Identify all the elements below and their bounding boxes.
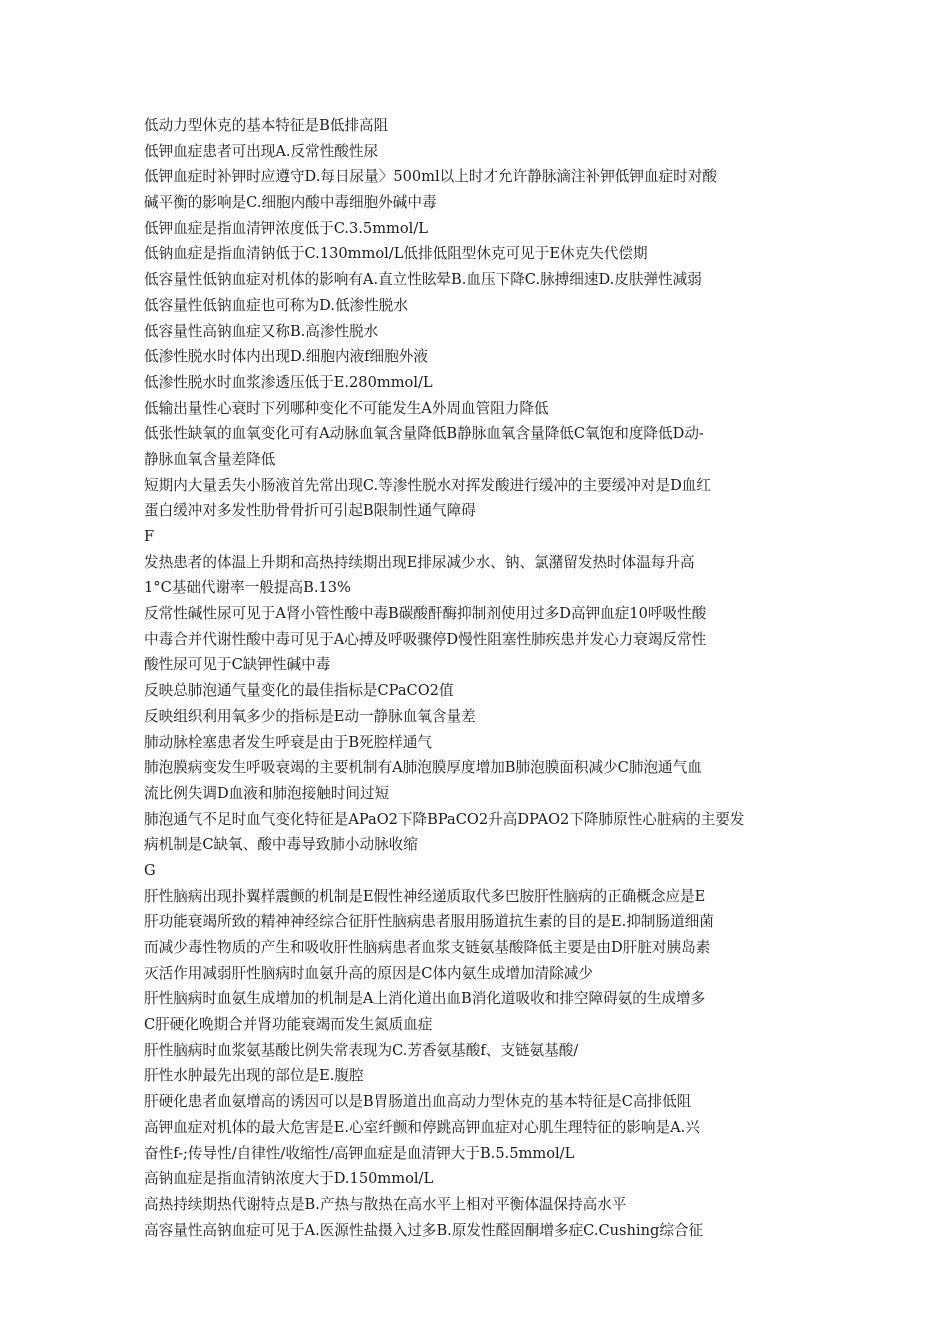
text-line: 灭活作用减弱肝性脑病时血氨升高的原因是C体内氨生成增加清除减少 bbox=[144, 964, 593, 982]
text-line: 低钾血症时补钾时应遵守D.每日尿量〉500ml以上时才允许静脉滴注补钾低钾血症时对酸 bbox=[144, 168, 717, 186]
text-line: 奋性f-;传导性/自律性/收缩性/高钾血症是血清钾大于B.5.5mmol/L bbox=[144, 1144, 575, 1162]
text-line: 酸性尿可见于C缺钾性碱中毒 bbox=[144, 656, 331, 674]
text-line: 发热患者的体温上升期和高热持续期出现E排尿减少水、钠、氯潴留发热时体温每升高 bbox=[144, 553, 695, 571]
text-line: 低钠血症是指血清钠低于C.130mmol/L低排低阻型休克可见于E休克失代偿期 bbox=[144, 245, 648, 263]
text-line: 低张性缺氧的血氧变化可有A动脉血氧含量降低B静脉血氧含量降低C氧饱和度降低D动- bbox=[144, 425, 704, 443]
text-line: 1°C基础代谢率一般提高B.13% bbox=[144, 579, 351, 597]
text-line: 静脉血氧含量差降低 bbox=[144, 450, 276, 468]
text-line: 肝性脑病时血浆氨基酸比例失常表现为C.芳香氨基酸f、支链氨基酸/ bbox=[144, 1041, 579, 1059]
text-line: 低渗性脱水时体内出现D.细胞内液f细胞外液 bbox=[144, 348, 428, 366]
text-line: 肺动脉栓塞患者发生呼衰是由于B死腔样通气 bbox=[144, 733, 433, 751]
text-line: 低动力型休克的基本特征是B低排高阻 bbox=[144, 117, 389, 134]
text-line: 低容量性低钠血症对机体的影响有A.直立性眩晕B.血压下降C.脉搏细速D.皮肤弹性减弱 bbox=[144, 271, 702, 289]
section-letter: G bbox=[144, 861, 156, 879]
text-line: 反常性碱性尿可见于A肾小管性酸中毒B碳酸酐酶抑制剂使用过多D高钾血症10呼吸性酸 bbox=[144, 605, 707, 623]
text-line: 高钾血症对机体的最大危害是E.心室纤颤和停跳高钾血症对心肌生理特征的影响是A.兴 bbox=[144, 1118, 700, 1136]
text-line: 肝性水肿最先出现的部位是E.腹腔 bbox=[144, 1067, 364, 1085]
text-line: 肝功能衰竭所致的精神神经综合征肝性脑病患者服用肠道抗生素的目的是E.抑制肠道细菌 bbox=[144, 913, 714, 931]
text-line: 流比例失调D血液和肺泡接触时间过短 bbox=[144, 784, 390, 802]
text-line: 反映总肺泡通气量变化的最佳指标是CPaCO2值 bbox=[144, 682, 454, 700]
text-line: 低渗性脱水时血浆渗透压低于E.280mmol/L bbox=[144, 373, 433, 391]
text-line: 蛋白缓冲对多发性肋骨骨折可引起B限制性通气障碍 bbox=[144, 502, 476, 520]
text-line: 病机制是C缺氧、酸中毒导致肺小动脉收缩 bbox=[144, 836, 418, 854]
document-body bbox=[144, 113, 814, 1243]
text-line: 低输出量性心衰时下列哪种变化不可能发生A外周血管阻力降低 bbox=[144, 399, 549, 417]
text-line: 低钾血症是指血清钾浓度低于C.3.5mmol/L bbox=[144, 219, 428, 237]
text-line: 短期内大量丢失小肠液首先常出现C.等渗性脱水对挥发酸进行缓冲的主要缓冲对是D血红 bbox=[144, 476, 711, 494]
text-line: 而减少毒性物质的产生和吸收肝性脑病患者血浆支链氨基酸降低主要是由D肝脏对胰岛素 bbox=[144, 939, 711, 956]
text-line: 高钠血症是指血清钠浓度大于D.150mmol/L bbox=[144, 1170, 434, 1188]
text-line: 反映组织利用氧多少的指标是E动一静脉血氧含量差 bbox=[144, 707, 476, 725]
text-line: C肝硬化晚期合并肾功能衰竭而发生氮质血症 bbox=[144, 1016, 433, 1034]
text-line: 高热持续期热代谢特点是B.产热与散热在高水平上相对平衡体温保持高水平 bbox=[144, 1195, 627, 1213]
text-line: 肺泡通气不足时血气变化特征是APaO2下降BPaCO2升高DPAO2下降肺原性心脏病的主要发 bbox=[144, 810, 745, 828]
text-line: 肝性脑病时血氨生成增加的机制是A上消化道出血B消化道吸收和排空障碍氨的生成增多 bbox=[144, 990, 706, 1008]
text-line: 碱平衡的影响是C.细胞内酸中毒细胞外碱中毒 bbox=[144, 194, 437, 212]
text-line: 低钾血症患者可出现A.反常性酸性尿 bbox=[144, 142, 379, 160]
text-line: 低容量性高钠血症又称B.高渗性脱水 bbox=[144, 322, 379, 340]
text-line: 中毒合并代谢性酸中毒可见于A心搏及呼吸骤停D慢性阻塞性肺疾患并发心力衰竭反常性 bbox=[144, 630, 707, 648]
section-letter: F bbox=[144, 528, 155, 545]
text-line: 高容量性高钠血症可见于A.医源性盐摄入过多B.原发性醛固酮增多症C.Cushing综合征 bbox=[144, 1221, 704, 1239]
text-line: 肝性脑病出现扑翼样震颤的机制是E假性神经递质取代多巴胺肝性脑病的正确概念应是E bbox=[144, 887, 706, 905]
text-line: 低容量性低钠血症也可称为D.低渗性脱水 bbox=[144, 296, 408, 314]
text-line: 肺泡膜病变发生呼吸衰竭的主要机制有A肺泡膜厚度增加B肺泡膜面积减少C肺泡通气血 bbox=[144, 759, 702, 777]
text-line: 肝硬化患者血氨增高的诱因可以是B胃肠道出血高动力型休克的基本特征是C高排低阻 bbox=[144, 1093, 692, 1111]
